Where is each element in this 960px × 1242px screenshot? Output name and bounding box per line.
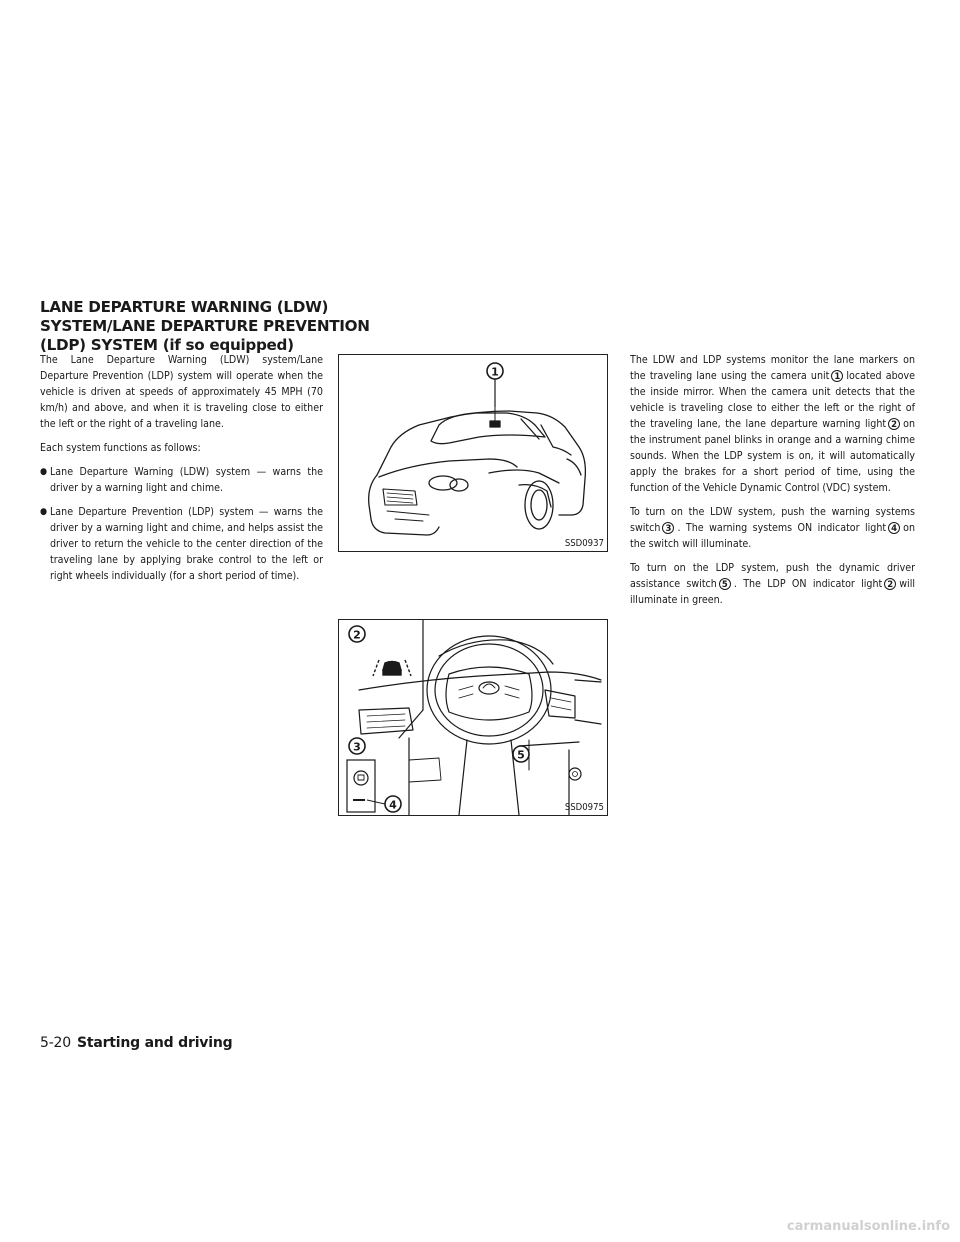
intro-paragraph: The Lane Departure Warning (LDW) system/Lane Departure Prevention (LDP) system will operate when the vehicle is driven at speeds of approximately 45 MPH (70 km/h) and above, and when it is traveling close to either the left or the right of a traveling lane. (40, 354, 323, 430)
figure-car-camera (338, 354, 608, 552)
list-item (40, 464, 323, 496)
callout-2-label: 2 (353, 628, 361, 642)
callout-5-inline-icon: 5 (719, 578, 731, 590)
callout-5-label: 5 (517, 748, 525, 762)
callout-1-icon (487, 363, 503, 407)
bullet-icon: ● (40, 507, 48, 517)
right-column (630, 352, 915, 616)
dashboard-illustration (339, 620, 607, 815)
text-run: . The LDP ON indicator light (733, 578, 883, 590)
callout-4-icon (385, 796, 401, 812)
ldp-on-paragraph (630, 560, 915, 608)
monitor-paragraph (630, 352, 915, 496)
section-heading (40, 298, 370, 355)
callout-2-inline-icon: 2 (884, 578, 896, 590)
callout-1-label: 1 (491, 365, 499, 379)
text-run: on the switch will illuminate. (630, 522, 915, 550)
callout-3-inline-icon: 3 (662, 522, 674, 534)
figure-dashboard-switches (338, 619, 608, 816)
heading-line-3: (LDP) SYSTEM (if so equipped) (40, 336, 294, 354)
text-run: will illuminate in green. (630, 578, 916, 606)
callout-2-icon (349, 626, 365, 642)
warning-systems-switch-icon (347, 760, 385, 812)
heading-line-1: LANE DEPARTURE WARNING (LDW) (40, 298, 329, 316)
figure-code: SSD0937 (564, 538, 604, 549)
callout-5-icon (513, 746, 529, 762)
heading-line-2: SYSTEM/LANE DEPARTURE PREVENTION (40, 317, 370, 335)
text-run: on the instrument panel blinks in orange and a warning chime sounds. When the LDP system is on, it will automatically apply the brakes for a short period of time, using the function of the Vehicle Dynamic Control (VDC) system. (630, 418, 915, 494)
callout-3-label: 3 (353, 740, 361, 754)
each-system-paragraph: Each system functions as follows: (40, 442, 201, 454)
page-number: 5-20 (40, 1035, 71, 1051)
figure-code: SSD0975 (564, 802, 604, 813)
text-run: To turn on the LDP system, push the dynamic driver assistance switch (630, 562, 915, 590)
text-run: The LDW and LDP systems monitor the lane markers on the traveling lane using the camera unit (630, 354, 915, 382)
bullet-icon: ● (40, 467, 48, 477)
text-run: located above the inside mirror. When the camera unit detects that the vehicle is traveling close to either the left or the right of the traveling lane, the lane departure warning light (630, 370, 915, 430)
list-item-text: Lane Departure Prevention (LDP) system — warns the driver by a warning light and chime, and helps assist the driver to return the vehicle to the center direction of the traveling lane by applying brake control to the left or right wheels individually (for a short period of time). (50, 506, 323, 582)
text-run: To turn on the LDW system, push the warning systems switch (630, 506, 915, 534)
left-column (40, 352, 323, 592)
callout-3-icon (349, 738, 365, 754)
callout-1-inline-icon: 1 (831, 370, 843, 382)
system-list (40, 464, 323, 584)
section-name: Starting and driving (76, 1035, 233, 1051)
callout-4-label: 4 (389, 798, 397, 812)
car-illustration (339, 355, 607, 551)
callout-2-inline-icon: 2 (888, 418, 900, 430)
site-watermark[interactable]: carmanualsonline.info (786, 1219, 950, 1234)
list-item-text: Lane Departure Warning (LDW) system — warns the driver by a warning light and chime. (50, 466, 323, 494)
ldw-on-paragraph (630, 504, 915, 552)
lane-departure-indicator-icon (373, 660, 411, 676)
page-footer (40, 1035, 232, 1051)
callout-4-inline-icon: 4 (888, 522, 900, 534)
list-item (40, 504, 323, 584)
text-run: . The warning systems ON indicator light (677, 522, 887, 534)
